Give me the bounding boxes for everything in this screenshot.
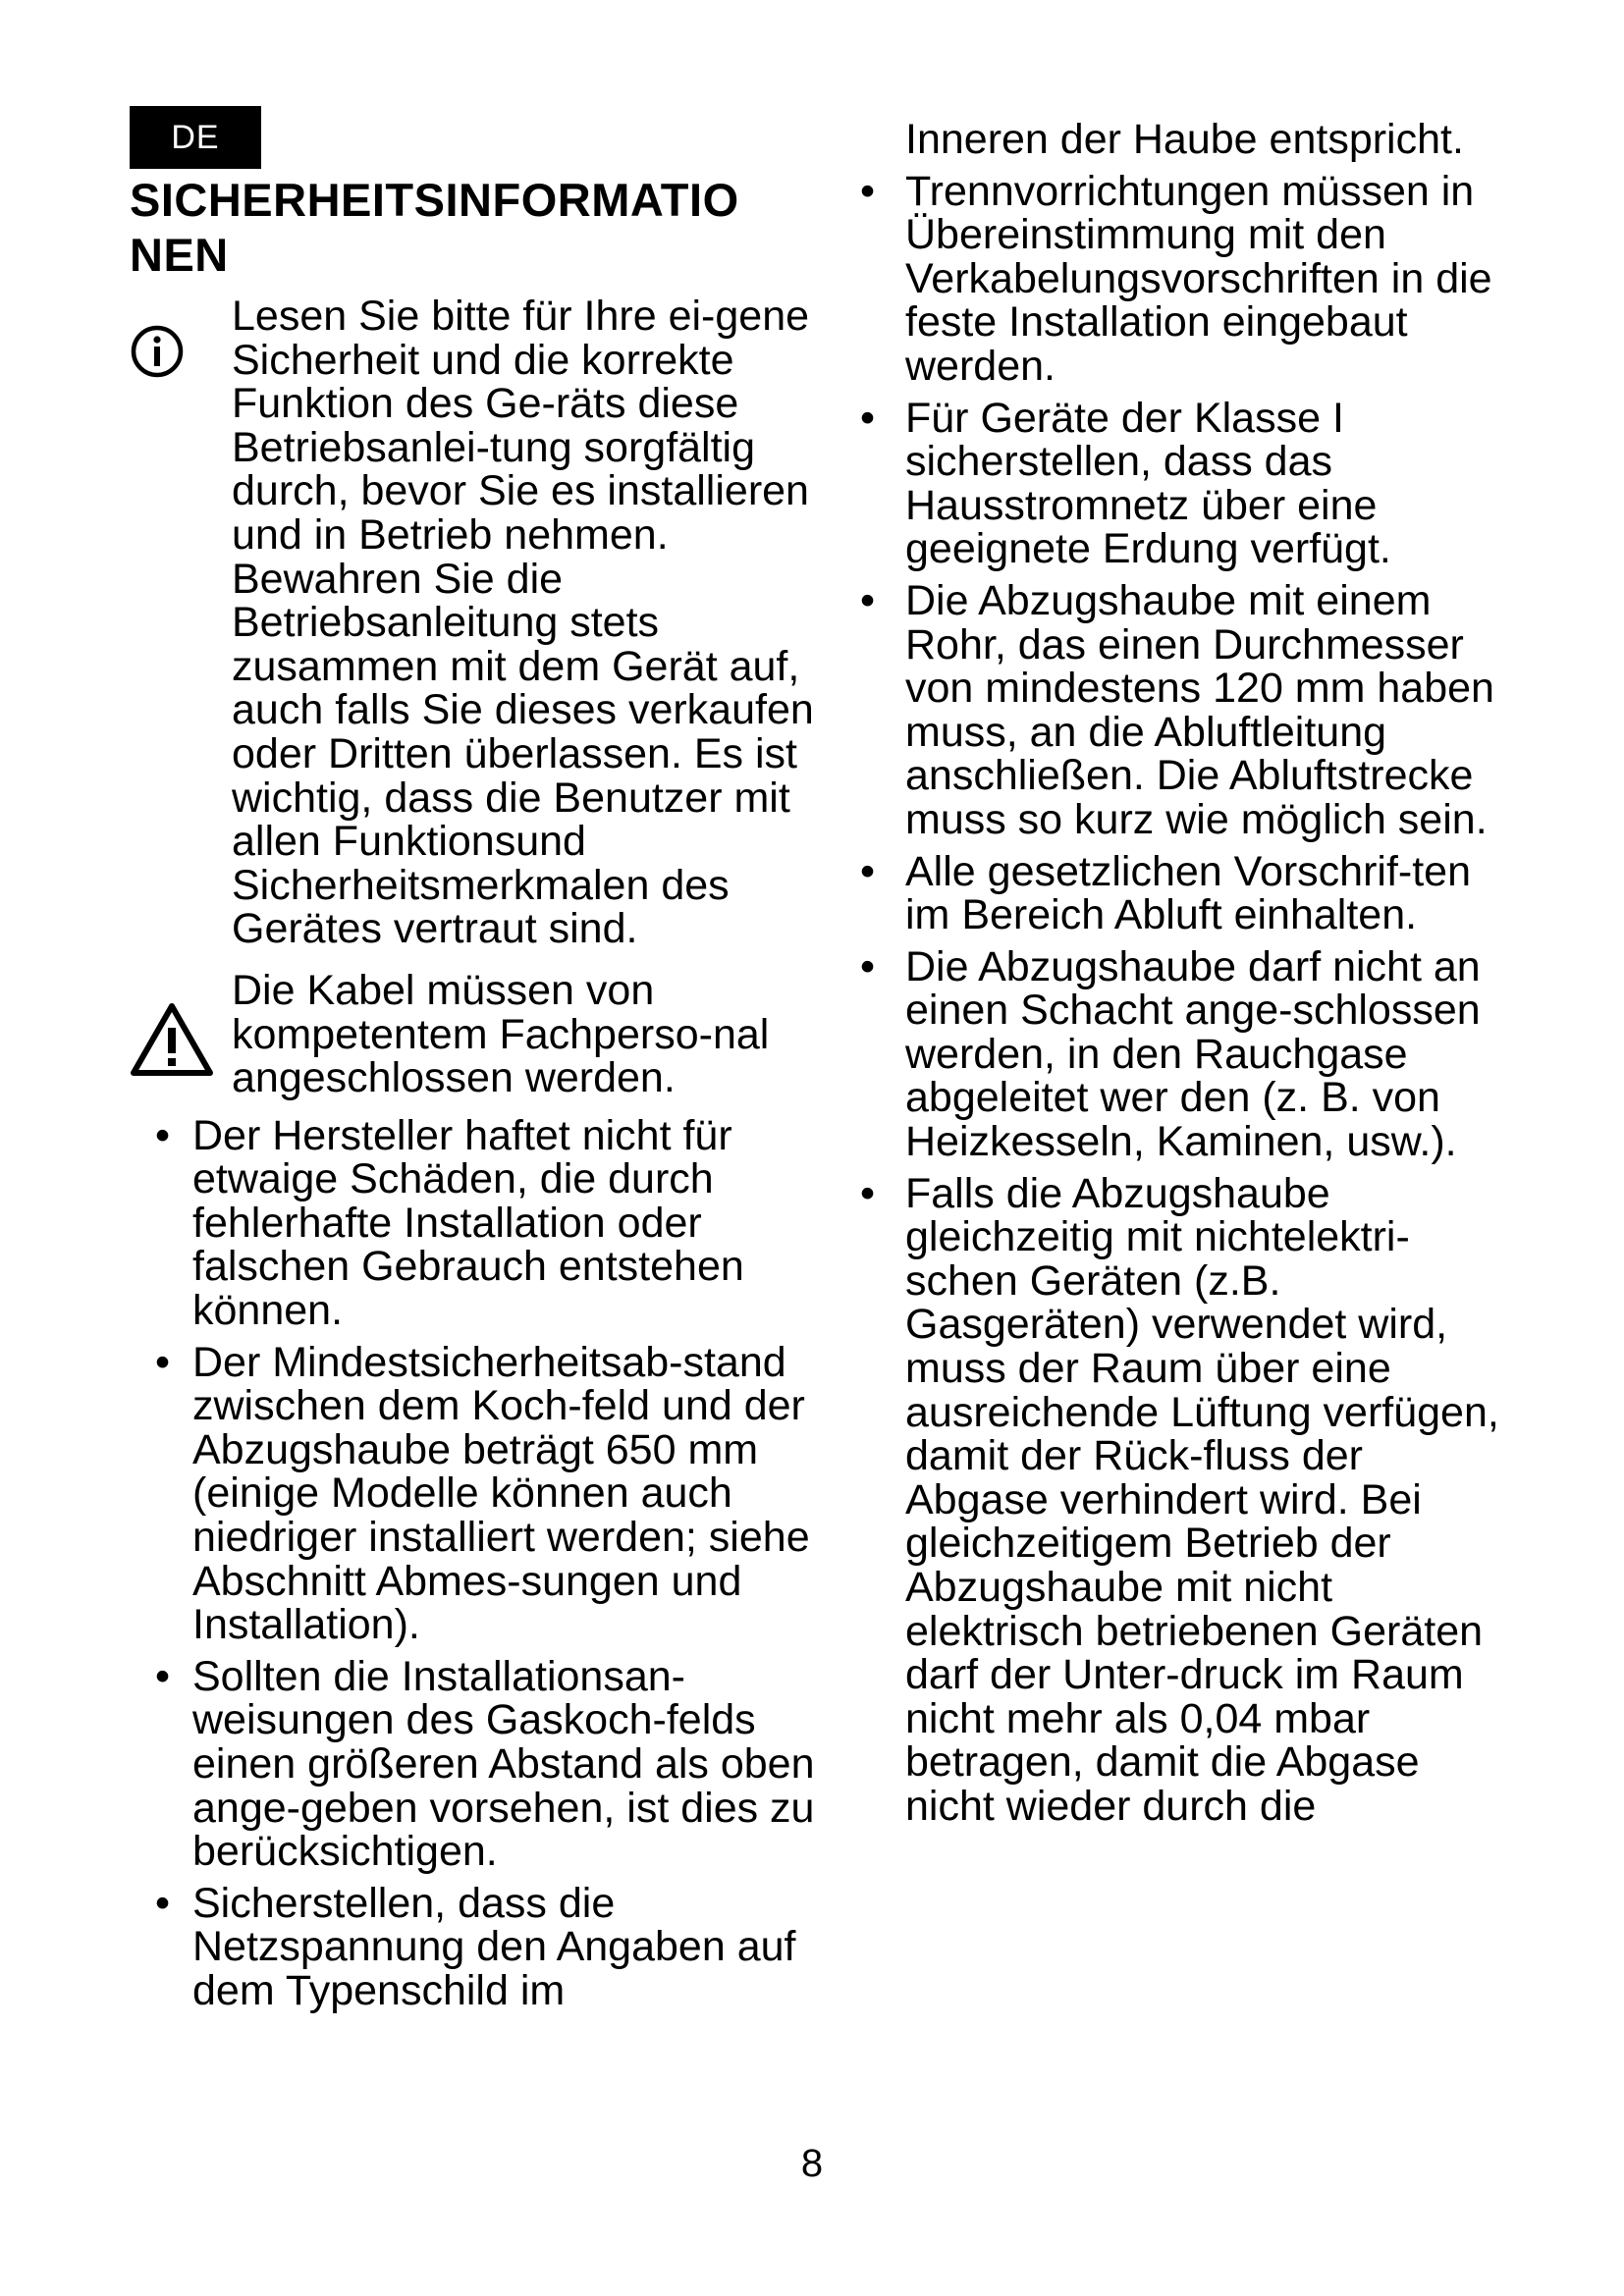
- list-item: • Trennvorrichtungen müssen in Übereinstimmung mit den Verkabelungsvorschriften in die feste Installation eingebaut werden.: [854, 170, 1502, 389]
- info-note: [130, 294, 817, 951]
- list-item: • Sollten die Installationsan-weisungen des Gaskoch-felds einen größeren Abstand als oben ange-geben vorsehen, ist dies zu berücksichtigen.: [130, 1655, 817, 1874]
- list-item: • Der Hersteller haftet nicht für etwaige Schäden, die durch fehlerhafte Installation oder falschen Gebrauch entstehen können.: [130, 1114, 817, 1333]
- list-item: • Alle gesetzlichen Vorschrif-ten im Bereich Abluft einhalten.: [854, 850, 1502, 937]
- warning-icon: [128, 1000, 216, 1079]
- list-item: • Der Mindestsicherheitsab-stand zwischen dem Koch-feld und der Abzugshaube beträgt 650 mm (einige Modelle können auch niedriger installiert werden; siehe Abschnitt Abmes-sungen und Installation).: [130, 1341, 817, 1647]
- list-item: • Die Abzugshaube darf nicht an einen Schacht ange-schlossen werden, in den Rauchgase abgeleitet wer den (z. B. von Heizkesseln, Kaminen, usw.).: [854, 945, 1502, 1164]
- info-icon: [130, 324, 185, 379]
- right-column: [854, 118, 1502, 1829]
- continuation-text: Inneren der Haube entspricht.: [905, 116, 1464, 163]
- list-item: • Für Geräte der Klasse I sicherstellen, dass das Hausstromnetz über eine geeignete Erdung verfügt.: [854, 397, 1502, 571]
- list-item: • Die Abzugshaube mit einem Rohr, das einen Durchmesser von mindestens 120 mm haben muss, an die Abluftleitung anschließen. Die Abluftstrecke muss so kurz wie möglich sein.: [854, 579, 1502, 842]
- page-number: 8: [800, 2142, 824, 2185]
- language-badge: DE: [130, 106, 261, 169]
- list-item: • Sicherstellen, dass die Netzspannung den Angaben auf dem Typenschild im: [130, 1882, 817, 2013]
- info-note-text: Lesen Sie bitte für Ihre ei-gene Sicherheit und die korrekte Funktion des Ge-räts diese Betriebsanlei-tung sorgfältig durch, bevor Sie es installieren und in Betrieb nehmen. Bewahren Sie die Betriebsanleitung stets zusammen mit dem Gerät auf, auch falls Sie dieses verkaufen oder Dritten überlassen. Es ist wichtig, dass die Benutzer mit allen Funktionsund Sicherheitsmerkmalen des Gerätes vertraut sind.: [232, 293, 814, 953]
- left-bullet-list: [130, 1111, 817, 2014]
- list-item: • Falls die Abzugshaube gleichzeitig mit nichtelektri-schen Geräten (z.B. Gasgeräten) verwendet wird, muss der Raum über eine ausreichende Lüftung verfügen, damit der Rück-fluss der Abgase verhindert wird. Bei gleichzeitigem Betrieb der Abzugshaube mit nicht elektrisch betriebenen Geräten darf der Unter-druck im Raum nicht mehr als 0,04 mbar betragen, damit die Abgase nicht wieder durch die: [854, 1172, 1502, 1829]
- right-bullet-list: [854, 167, 1502, 1830]
- warning-note: [130, 966, 817, 1102]
- left-column: [130, 294, 817, 2013]
- page-title: SICHERHEITSINFORMATIO NEN: [130, 174, 739, 281]
- warning-note-text: Die Kabel müssen von kompetentem Fachperso-nal angeschlossen werden.: [232, 966, 770, 1102]
